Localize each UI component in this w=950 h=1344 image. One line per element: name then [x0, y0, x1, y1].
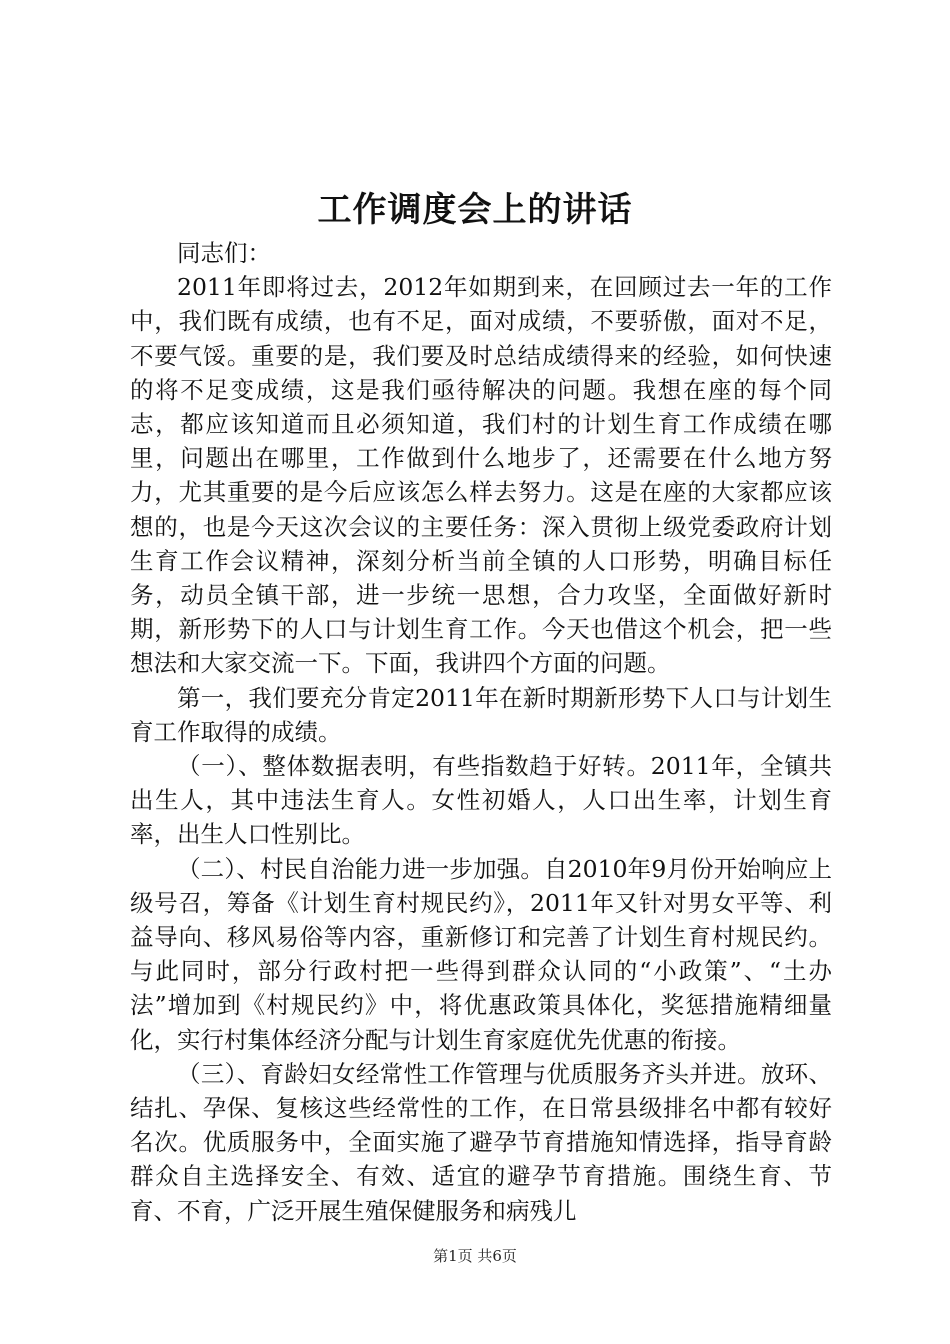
page-number-footer: 第1页 共6页 [433, 1247, 517, 1265]
subsection-one-paragraph: （一）、整体数据表明，有些指数趋于好转。2011年，全镇共出生人，其中违法生育人。女性初婚人，人口出生率，计划生育率，出生人口性别比。 [130, 752, 832, 849]
section-one-heading: 第一，我们要充分肯定2011年在新时期新形势下人口与计划生育工作取得的成绩。 [130, 683, 832, 746]
document-body [130, 236, 832, 1228]
subsection-three-paragraph: （三）、育龄妇女经常性工作管理与优质服务齐头并进。放环、结扎、孕保、复核这些经常性的工作，在日常县级排名中都有较好名次。优质服务中，全面实施了避孕节育措施知情选择，指导育龄群众自主选择安全、有效、适宜的避孕节育措施。围绕生育、节育、不育，广泛开展生殖保健服务和病残儿 [130, 1059, 832, 1225]
intro-paragraph: 2011年即将过去，2012年如期到来，在回顾过去一年的工作中，我们既有成绩，也有不足，面对成绩，不要骄傲，面对不足，不要气馁。重要的是，我们要及时总结成绩得来的经验，如何快速的将不足变成绩，这是我们亟待解决的问题。我想在座的每个同志，都应该知道而且必须知道，我们村的计划生育工作成绩在哪里，问题出在哪里，工作做到什么地步了，还需要在什么地方努力，尤其重要的是今后应该怎么样去努力。这是在座的大家都应该想的，也是今天这次会议的主要任务：深入贯彻上级党委政府计划生育工作会议精神，深刻分析当前全镇的人口形势，明确目标任务，动员全镇干部，进一步统一思想，合力攻坚，全面做好新时期，新形势下的人口与计划生育工作。今天也借这个机会，把一些想法和大家交流一下。下面，我讲四个方面的问题。 [130, 273, 832, 678]
subsection-two-paragraph: （二）、村民自治能力进一步加强。自2010年9月份开始响应上级号召，筹备《计划生育村规民约》，2011年又针对男女平等、利益导向、移风易俗等内容，重新修订和完善了计划生育村规民约。与此同时，部分行政村把一些得到群众认同的“小政策”、“土办法”增加到《村规民约》中，将优惠政策具体化，奖惩措施精细量化，实行村集体经济分配与计划生育家庭优先优惠的衔接。 [130, 854, 832, 1054]
salutation-paragraph: 同志们： [177, 239, 271, 267]
document-title: 工作调度会上的讲话 [317, 190, 633, 230]
